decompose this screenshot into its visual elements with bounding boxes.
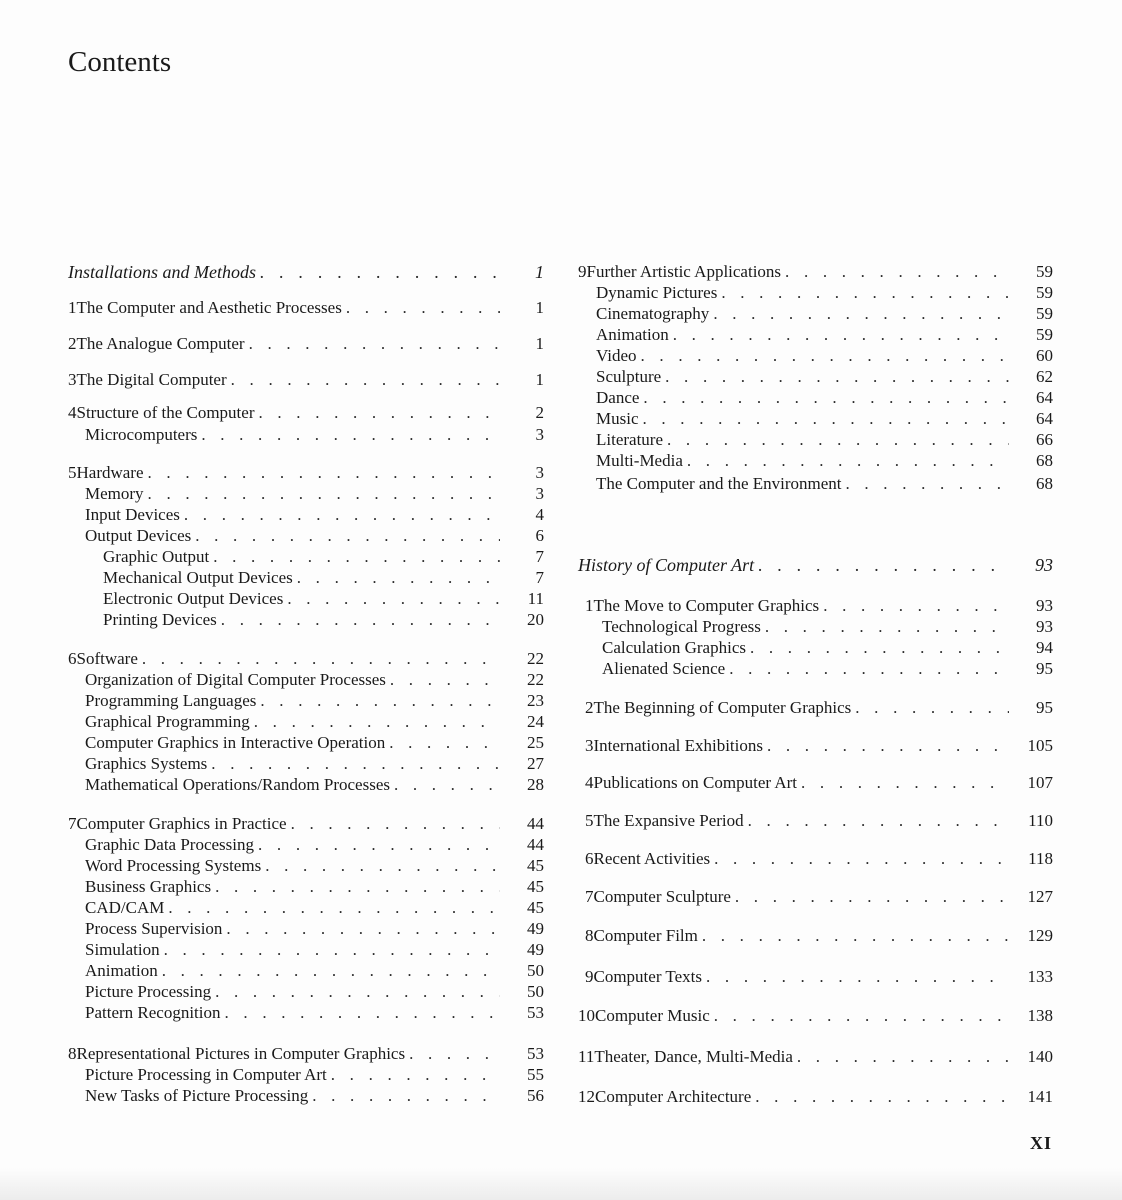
- toc-entry: [578, 261, 1053, 283]
- dot-leader: [714, 1005, 1009, 1027]
- toc-entry-number: 10: [578, 1006, 595, 1025]
- toc-entry-number: 9: [585, 967, 594, 986]
- toc-entry: [68, 648, 544, 670]
- toc-subentry: [68, 669, 544, 691]
- toc-entry-title: Cinematography: [596, 304, 710, 323]
- toc-subentry: [578, 282, 1053, 304]
- toc-page-number: 7: [535, 568, 544, 587]
- toc-subentry: [578, 387, 1053, 409]
- toc-page-number: 140: [1027, 1047, 1053, 1066]
- toc-subentry: [578, 616, 1053, 638]
- toc-entry-title: The Analogue Computer: [76, 334, 245, 353]
- toc-part-heading: [578, 554, 1053, 576]
- dot-leader: [846, 473, 1010, 495]
- toc-page-number: 55: [527, 1065, 544, 1084]
- dot-leader: [195, 525, 500, 547]
- toc-subentry: [68, 939, 544, 961]
- toc-entry-title: New Tasks of Picture Processing: [85, 1086, 309, 1105]
- toc-entry: [578, 966, 1053, 988]
- toc-page-number: 53: [527, 1003, 544, 1022]
- toc-page-number: 129: [1027, 926, 1053, 945]
- toc-entry-title: Computer Graphics in Practice: [76, 814, 287, 833]
- toc-page-number: 127: [1027, 887, 1053, 906]
- dot-leader: [211, 753, 500, 775]
- toc-entry-title: Computer Film: [593, 926, 698, 945]
- dot-leader: [225, 1002, 500, 1024]
- toc-page-number: 60: [1036, 346, 1053, 365]
- toc-entry-number: 2: [68, 334, 77, 353]
- toc-page-number: 3: [535, 463, 544, 482]
- toc-page-number: 1: [535, 334, 544, 353]
- dot-leader: [148, 462, 500, 484]
- toc-entry-title: Organization of Digital Computer Processes: [85, 670, 386, 689]
- toc-page-number: 93: [1036, 617, 1053, 636]
- toc-subentry: [578, 366, 1053, 388]
- toc-entry: [578, 886, 1053, 908]
- toc-entry-number: 1: [68, 298, 77, 317]
- toc-entry-title: History of Computer Art: [578, 555, 755, 575]
- toc-entry: [578, 848, 1053, 870]
- toc-entry-title: Calculation Graphics: [602, 638, 746, 657]
- toc-entry-number: 5: [68, 463, 77, 482]
- toc-subentry: [578, 658, 1053, 680]
- toc-entry-title: Picture Processing: [85, 982, 212, 1001]
- toc-page-number: 68: [1036, 451, 1053, 470]
- toc-entry: [68, 402, 544, 424]
- dot-leader: [665, 366, 1009, 388]
- toc-page-number: 44: [527, 814, 544, 833]
- toc-subentry: [578, 303, 1053, 325]
- toc-entry-title: Pattern Recognition: [85, 1003, 221, 1022]
- dot-leader: [797, 1046, 1009, 1068]
- toc-page-number: 95: [1036, 698, 1053, 717]
- toc-entry-title: Software: [76, 649, 138, 668]
- toc-entry-title: Music: [596, 409, 639, 428]
- dot-leader: [297, 567, 500, 589]
- dot-leader: [735, 886, 1009, 908]
- toc-entry-title: The Expansive Period: [593, 811, 744, 830]
- toc-entry-title: Alienated Science: [602, 659, 726, 678]
- toc-subentry: [68, 732, 544, 754]
- toc-page-number: 93: [1035, 555, 1053, 575]
- dot-leader: [713, 303, 1009, 325]
- dot-leader: [801, 772, 1009, 794]
- toc-entry-title: Theater, Dance, Multi-Media: [594, 1047, 793, 1066]
- toc-subentry: [68, 1085, 544, 1107]
- toc-page-number: 138: [1027, 1006, 1053, 1025]
- toc-page-number: 4: [535, 505, 544, 524]
- toc-part-heading: [68, 261, 544, 283]
- toc-entry-number: 11: [578, 1047, 595, 1066]
- toc-page-number: 20: [527, 610, 544, 629]
- toc-page-number: 110: [1028, 811, 1053, 830]
- toc-page-number: 105: [1027, 736, 1053, 755]
- toc-entry: [68, 333, 544, 355]
- toc-page-number: 141: [1027, 1087, 1053, 1106]
- dot-leader: [148, 483, 500, 505]
- toc-entry: [578, 772, 1053, 794]
- toc-page-number: 45: [527, 856, 544, 875]
- toc-page-number: 49: [527, 919, 544, 938]
- dot-leader: [641, 345, 1009, 367]
- dot-leader: [226, 918, 500, 940]
- toc-entry-title: Computer Graphics in Interactive Operation: [85, 733, 386, 752]
- toc-entry-title: Multi-Media: [596, 451, 683, 470]
- toc-entry-title: Computer Architecture: [595, 1087, 752, 1106]
- toc-entry-title: Programming Languages: [85, 691, 257, 710]
- toc-entry-title: The Computer and Aesthetic Processes: [76, 298, 342, 317]
- toc-entry: [68, 1043, 544, 1065]
- toc-subentry: [68, 876, 544, 898]
- toc-entry: [578, 925, 1053, 947]
- toc-subentry: [68, 855, 544, 877]
- toc-entry-title: Business Graphics: [85, 877, 212, 896]
- toc-page-number: 2: [535, 403, 544, 422]
- dot-leader: [702, 925, 1009, 947]
- toc-entry: [68, 813, 544, 835]
- dot-leader: [142, 648, 500, 670]
- dot-leader: [184, 504, 500, 526]
- toc-subentry: [68, 588, 544, 610]
- toc-entry-title: Literature: [596, 430, 664, 449]
- toc-page-number: 59: [1036, 304, 1053, 323]
- dot-leader: [767, 735, 1009, 757]
- toc-entry-title: Computer Texts: [593, 967, 703, 986]
- toc-page-number: 133: [1027, 967, 1053, 986]
- page-title: Contents: [68, 46, 172, 78]
- dot-leader: [164, 939, 500, 961]
- toc-page-number: 59: [1036, 262, 1053, 281]
- toc-page-number: 93: [1036, 596, 1053, 615]
- dot-leader: [221, 609, 500, 631]
- toc-entry-title: Installations and Methods: [68, 262, 256, 282]
- toc-entry: [68, 369, 544, 391]
- toc-entry-number: 6: [68, 649, 77, 668]
- toc-entry: [578, 810, 1053, 832]
- toc-subentry: [68, 424, 544, 446]
- toc-page-number: 7: [535, 547, 544, 566]
- dot-leader: [249, 333, 500, 355]
- toc-entry-number: 5: [585, 811, 594, 830]
- toc-page-number: 1: [535, 298, 544, 317]
- toc-entry-title: Simulation: [85, 940, 160, 959]
- toc-subentry: [68, 567, 544, 589]
- dot-leader: [729, 658, 1009, 680]
- dot-leader: [673, 324, 1009, 346]
- toc-page-number: 59: [1036, 325, 1053, 344]
- toc-page-number: 45: [527, 898, 544, 917]
- dot-leader: [258, 834, 500, 856]
- toc-page-number: 22: [527, 649, 544, 668]
- toc-page-number: 3: [535, 425, 544, 444]
- toc-entry: [578, 735, 1053, 757]
- dot-leader: [287, 588, 500, 610]
- toc-entry-title: Mathematical Operations/Random Processes: [85, 775, 390, 794]
- dot-leader: [765, 616, 1009, 638]
- dot-leader: [259, 402, 501, 424]
- scan-shadow: [0, 1168, 1122, 1200]
- toc-entry-title: Recent Activities: [593, 849, 711, 868]
- toc-subentry: [68, 1064, 544, 1086]
- toc-page-number: 23: [527, 691, 544, 710]
- toc-entry-title: Technological Progress: [602, 617, 761, 636]
- toc-subentry: [578, 450, 1053, 472]
- dot-leader: [291, 813, 500, 835]
- toc-entry-title: Animation: [596, 325, 669, 344]
- toc-entry-title: International Exhibitions: [593, 736, 763, 755]
- toc-page-number: 49: [527, 940, 544, 959]
- toc-page-number: 53: [527, 1044, 544, 1063]
- dot-leader: [687, 450, 1009, 472]
- toc-page-number: 24: [527, 712, 544, 731]
- toc-subentry: [578, 345, 1053, 367]
- dot-leader: [390, 669, 500, 691]
- toc-page-number: 50: [527, 961, 544, 980]
- toc-page-number: 50: [527, 982, 544, 1001]
- toc-entry-title: The Move to Computer Graphics: [593, 596, 820, 615]
- dot-leader: [667, 429, 1009, 451]
- toc-entry-title: The Beginning of Computer Graphics: [593, 698, 852, 717]
- toc-page-number: 107: [1027, 773, 1053, 792]
- dot-leader: [409, 1043, 500, 1065]
- toc-subentry: [68, 918, 544, 940]
- dot-leader: [312, 1085, 500, 1107]
- dot-leader: [643, 408, 1010, 430]
- toc-page-number: 3: [535, 484, 544, 503]
- dot-leader: [714, 848, 1009, 870]
- toc-entry-title: Sculpture: [596, 367, 662, 386]
- toc-subentry: [68, 504, 544, 526]
- toc-entry-title: Electronic Output Devices: [103, 589, 284, 608]
- toc-entry-number: 6: [585, 849, 594, 868]
- toc-entry-title: Picture Processing in Computer Art: [85, 1065, 327, 1084]
- toc-page-number: 1: [535, 262, 544, 282]
- toc-entry-title: The Computer and the Environment: [596, 474, 842, 493]
- toc-entry-title: The Digital Computer: [76, 370, 227, 389]
- dot-leader: [231, 369, 500, 391]
- toc-page-number: 62: [1036, 367, 1053, 386]
- toc-subentry: [68, 897, 544, 919]
- dot-leader: [750, 637, 1009, 659]
- dot-leader: [215, 876, 500, 898]
- toc-entry-title: Dance: [596, 388, 640, 407]
- toc-subentry: [68, 753, 544, 775]
- toc-page-number: 22: [527, 670, 544, 689]
- dot-leader: [254, 711, 500, 733]
- dot-leader: [823, 595, 1009, 617]
- toc-entry-title: Memory: [85, 484, 144, 503]
- toc-entry-number: 8: [68, 1044, 77, 1063]
- toc-page-number: 118: [1028, 849, 1053, 868]
- toc-entry: [68, 297, 544, 319]
- toc-subentry: [68, 525, 544, 547]
- toc-entry-number: 8: [585, 926, 594, 945]
- dot-leader: [162, 960, 500, 982]
- toc-page-number: 28: [527, 775, 544, 794]
- toc-entry-number: 3: [68, 370, 77, 389]
- toc-entry-title: Word Processing Systems: [85, 856, 262, 875]
- toc-entry-title: Graphic Output: [103, 547, 210, 566]
- toc-entry-title: Output Devices: [85, 526, 192, 545]
- toc-entry-title: Graphical Programming: [85, 712, 250, 731]
- toc-entry-number: 12: [578, 1087, 595, 1106]
- toc-page-number: 66: [1036, 430, 1053, 449]
- toc-page-number: 27: [527, 754, 544, 773]
- toc-entry-title: Microcomputers: [85, 425, 198, 444]
- toc-entry-title: Input Devices: [85, 505, 180, 524]
- dot-leader: [168, 897, 500, 919]
- dot-leader: [758, 554, 1009, 576]
- toc-page-number: 6: [535, 526, 544, 545]
- dot-leader: [213, 546, 500, 568]
- dot-leader: [260, 690, 500, 712]
- toc-entry-title: Computer Music: [595, 1006, 710, 1025]
- toc-page-number: 64: [1036, 409, 1053, 428]
- dot-leader: [201, 424, 500, 446]
- toc-entry-title: Animation: [85, 961, 158, 980]
- dot-leader: [855, 697, 1009, 719]
- toc-entry-title: Structure of the Computer: [76, 403, 255, 422]
- page-number: XI: [1029, 1133, 1052, 1153]
- dot-leader: [721, 282, 1009, 304]
- toc-page-number: 45: [527, 877, 544, 896]
- toc-entry-number: 9: [578, 262, 587, 281]
- toc-entry-title: Mechanical Output Devices: [103, 568, 293, 587]
- toc-subentry: [578, 429, 1053, 451]
- toc-subentry: [578, 637, 1053, 659]
- toc-entry: [578, 595, 1053, 617]
- dot-leader: [748, 810, 1009, 832]
- dot-leader: [346, 297, 500, 319]
- toc-entry-number: 1: [585, 596, 594, 615]
- dot-leader: [389, 732, 500, 754]
- toc-entry-title: Computer Sculpture: [593, 887, 731, 906]
- toc-subentry: [68, 711, 544, 733]
- dot-leader: [331, 1064, 500, 1086]
- toc-entry-title: Dynamic Pictures: [596, 283, 718, 302]
- toc-page-number: 68: [1036, 474, 1053, 493]
- toc-page-number: 59: [1036, 283, 1053, 302]
- toc-entry-title: Video: [596, 346, 637, 365]
- toc-entry-title: Hardware: [76, 463, 144, 482]
- toc-page-number: 95: [1036, 659, 1053, 678]
- toc-subentry: [68, 960, 544, 982]
- toc-subentry: [68, 609, 544, 631]
- toc-page-number: 94: [1036, 638, 1053, 657]
- toc-subentry: [68, 1002, 544, 1024]
- toc-subentry: [578, 473, 1053, 495]
- toc-page-number: 44: [527, 835, 544, 854]
- toc-entry: [578, 1086, 1053, 1108]
- dot-leader: [785, 261, 1009, 283]
- toc-entry: [578, 1046, 1053, 1068]
- toc-subentry: [68, 774, 544, 796]
- toc-subentry: [68, 483, 544, 505]
- toc-entry-title: Publications on Computer Art: [593, 773, 798, 792]
- toc-entry: [578, 1005, 1053, 1027]
- dot-leader: [265, 855, 500, 877]
- toc-subentry: [578, 324, 1053, 346]
- toc-entry-number: 7: [585, 887, 594, 906]
- toc-entry: [578, 697, 1053, 719]
- toc-subentry: [68, 546, 544, 568]
- dot-leader: [215, 981, 500, 1003]
- toc-entry-title: CAD/CAM: [85, 898, 165, 917]
- toc-entry-number: 4: [585, 773, 594, 792]
- toc-entry-title: Graphics Systems: [85, 754, 208, 773]
- toc-entry-number: 4: [68, 403, 77, 422]
- toc-subentry: [68, 981, 544, 1003]
- dot-leader: [643, 387, 1009, 409]
- dot-leader: [260, 261, 500, 283]
- toc-entry-title: Further Artistic Applications: [586, 262, 782, 281]
- dot-leader: [706, 966, 1009, 988]
- toc-entry-title: Printing Devices: [103, 610, 217, 629]
- toc-page-number: 1: [535, 370, 544, 389]
- toc-entry-title: Process Supervision: [85, 919, 223, 938]
- toc-page-number: 64: [1036, 388, 1053, 407]
- toc-entry-number: 3: [585, 736, 594, 755]
- toc-entry-title: Graphic Data Processing: [85, 835, 255, 854]
- toc-entry-number: 2: [585, 698, 594, 717]
- toc-subentry: [578, 408, 1053, 430]
- toc-entry-title: Representational Pictures in Computer Graphics: [76, 1044, 406, 1063]
- dot-leader: [755, 1086, 1009, 1108]
- toc-subentry: [68, 690, 544, 712]
- toc-subentry: [68, 834, 544, 856]
- toc-page-number: 11: [527, 589, 544, 608]
- toc-page-number: 25: [527, 733, 544, 752]
- dot-leader: [394, 774, 500, 796]
- toc-page-number: 56: [527, 1086, 544, 1105]
- toc-entry: [68, 462, 544, 484]
- toc-entry-number: 7: [68, 814, 77, 833]
